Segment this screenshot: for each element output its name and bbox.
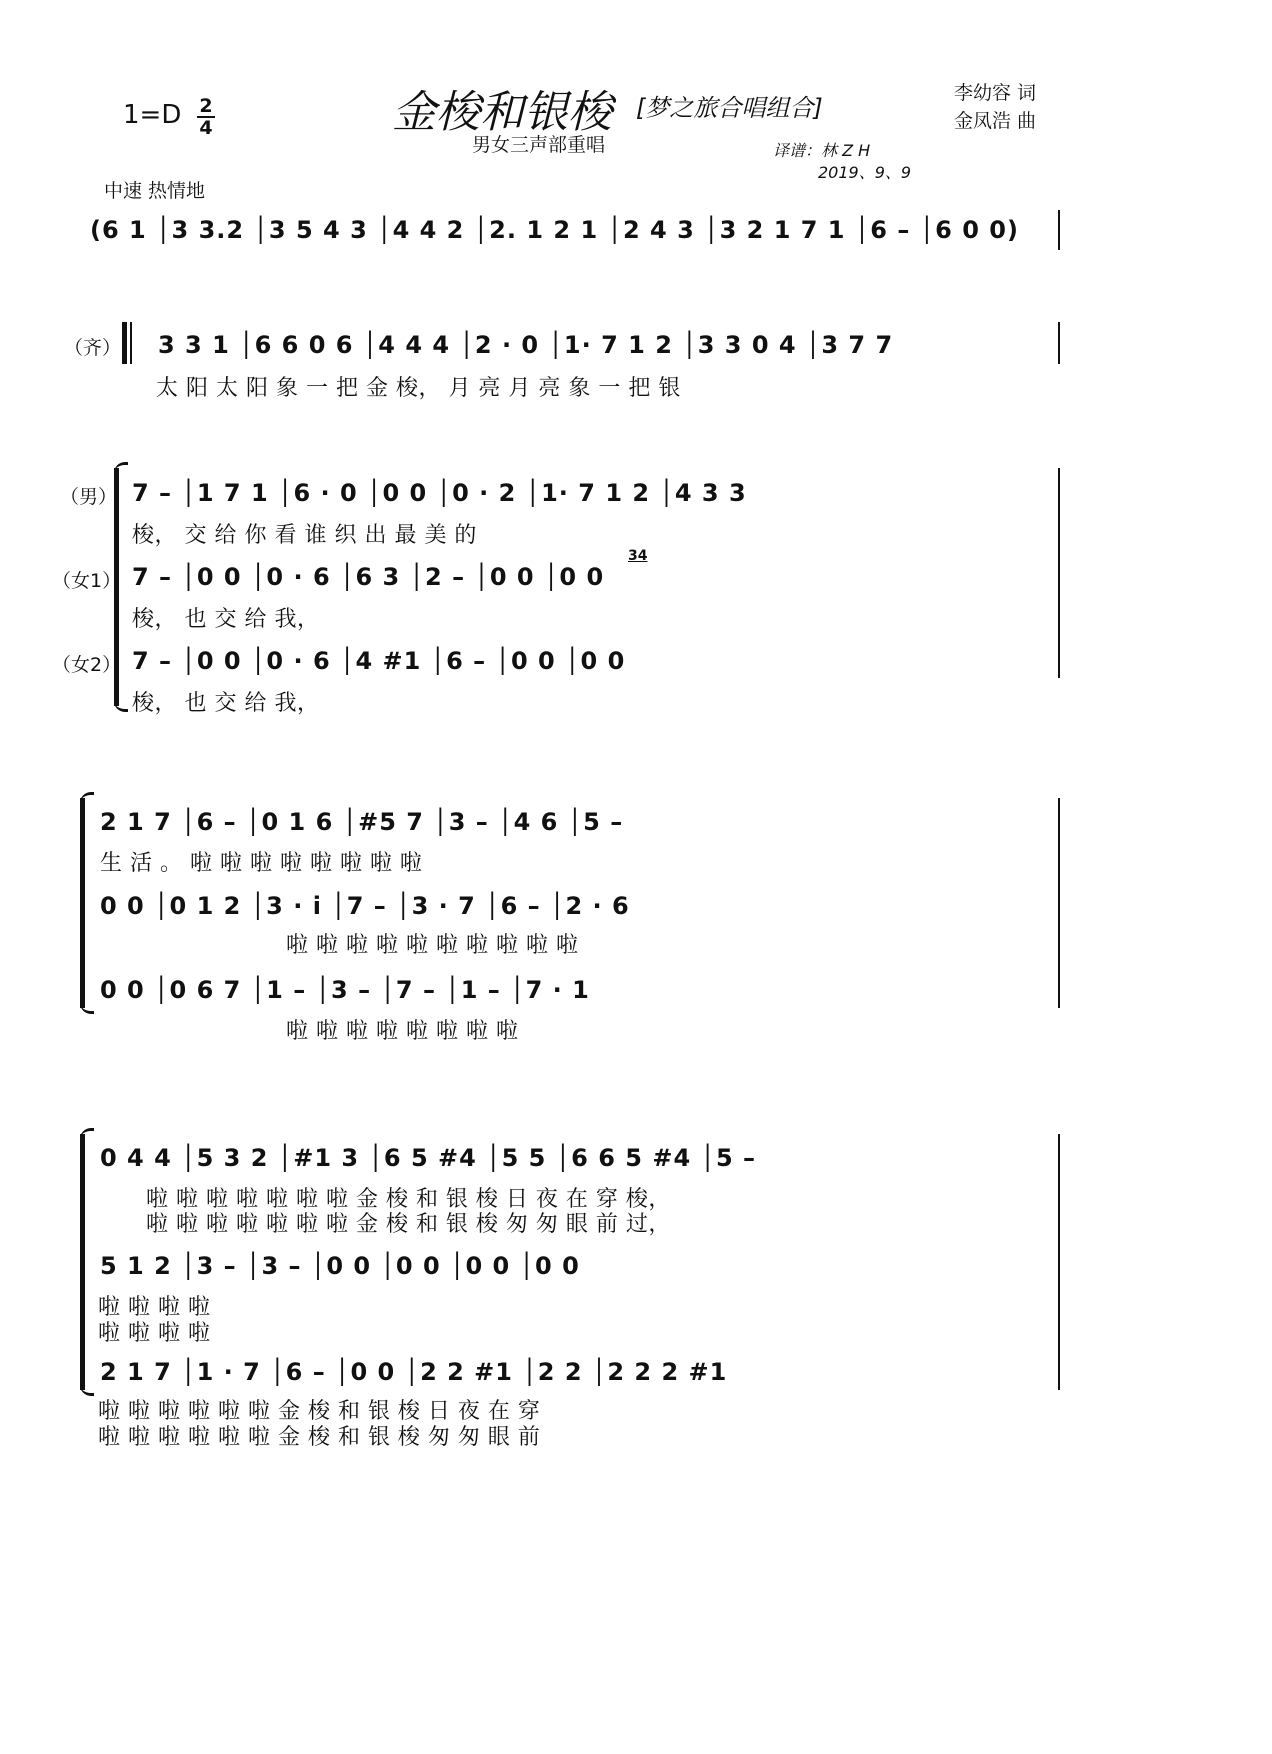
grace-note: 34	[628, 548, 648, 564]
system3-male-notes: 7 – │1 7 1 │6 · 0 │0 0 │0 · 2 │1· 7 1 2 │4 3 3	[132, 479, 747, 507]
composer: 金凤浩 曲	[954, 110, 1037, 132]
system5-female2-lyrics-verse2: 啦 啦 啦 啦 啦 啦 金 梭 和 银 梭 匆 匆 眼 前	[98, 1425, 541, 1450]
intro-notes: (6 1 │3 3.2 │3 5 4 3 │4 4 2 │2. 1 2 1 │2 4 3 │3 2 1 7 1 │6 – │6 0 0)	[90, 216, 1019, 244]
subtitle: 男女三声部重唱	[472, 134, 606, 156]
repeat-start-bar	[122, 322, 127, 364]
system5-female1-notes: 5 1 2 │3 – │3 – │0 0 │0 0 │0 0 │0 0	[100, 1252, 580, 1280]
system4-female2-lyrics: 啦 啦 啦 啦 啦 啦 啦 啦	[286, 1019, 519, 1044]
system5-male-lyrics-verse2: 啦 啦 啦 啦 啦 啦 啦 金 梭 和 银 梭 匆 匆 眼 前 过，	[146, 1212, 671, 1237]
song-title: 金梭和银梭	[392, 87, 612, 138]
system5-bracket	[80, 1134, 85, 1390]
barline-system4-end	[1058, 798, 1060, 1008]
female1-label: （女1）	[52, 570, 122, 592]
barline-system3-end	[1058, 468, 1060, 678]
system4-female2-notes: 0 0 │0 6 7 │1 – │3 – │7 – │1 – │7 · 1	[100, 976, 590, 1004]
unison-label: （齐）	[64, 337, 122, 359]
system5-male-notes: 0 4 4 │5 3 2 │#1 3 │6 5 #4 │5 5 │6 6 5 #4 │5 –	[100, 1144, 757, 1172]
male-label: （男）	[60, 486, 118, 508]
unison-notes: 3 3 1 │6 6 0 6 │4 4 4 │2 · 0 │1· 7 1 2 │3 3 0 4 │3 7 7	[158, 331, 894, 359]
female2-label: （女2）	[52, 654, 122, 676]
system4-male-lyrics: 生 活 。 啦 啦 啦 啦 啦 啦 啦 啦	[100, 851, 423, 876]
system5-female2-notes: 2 1 7 │1 · 7 │6 – │0 0 │2 2 #1 │2 2 │2 2 2 #1	[100, 1358, 728, 1386]
system4-male-notes: 2 1 7 │6 – │0 1 6 │#5 7 │3 – │4 6 │5 –	[100, 808, 624, 836]
system4-female1-lyrics: 啦 啦 啦 啦 啦 啦 啦 啦 啦 啦	[286, 933, 579, 958]
system3-female1-lyrics: 梭， 也 交 给 我，	[132, 607, 320, 632]
system3-male-lyrics: 梭， 交 给 你 看 谁 织 出 最 美 的	[132, 523, 477, 548]
time-signature	[197, 96, 215, 138]
system3-female2-lyrics: 梭， 也 交 给 我，	[132, 691, 320, 716]
system4-bracket	[80, 798, 85, 1008]
barline-intro-end	[1058, 210, 1060, 250]
system3-female2-notes: 7 – │0 0 │0 · 6 │4 #1 │6 – │0 0 │0 0	[132, 647, 626, 675]
barline-line2-end	[1058, 322, 1060, 364]
lyricist: 李幼容 词	[954, 82, 1037, 104]
system3-female1-notes: 7 – │0 0 │0 · 6 │6 3 │2 – │0 0 │0 0	[132, 563, 605, 591]
tempo-marking: 中速 热情地	[104, 180, 206, 202]
barline-system5-end	[1058, 1134, 1060, 1390]
time-signature-top: 2	[197, 96, 215, 118]
system5-female1-lyrics-verse1: 啦 啦 啦 啦	[98, 1295, 211, 1320]
system4-female1-notes: 0 0 │0 1 2 │3 · i │7 – │3 · 7 │6 – │2 · 6	[100, 892, 630, 920]
key-signature: 1=D	[123, 100, 182, 130]
unison-lyrics: 太 阳 太 阳 象 一 把 金 梭， 月 亮 月 亮 象 一 把 银	[156, 376, 681, 401]
system5-male-lyrics-verse1: 啦 啦 啦 啦 啦 啦 啦 金 梭 和 银 梭 日 夜 在 穿 梭，	[146, 1187, 671, 1212]
system5-female2-lyrics-verse1: 啦 啦 啦 啦 啦 啦 金 梭 和 银 梭 日 夜 在 穿	[98, 1399, 541, 1424]
repeat-start-thin-bar	[130, 322, 132, 364]
system5-female1-lyrics-verse2: 啦 啦 啦 啦	[98, 1321, 211, 1346]
arranger: 译谱：林 Z H	[773, 141, 871, 160]
performer-tag: [梦之旅合唱组合]	[636, 94, 823, 122]
time-signature-bottom: 4	[199, 117, 213, 139]
date: 2019、9、9	[818, 163, 912, 182]
